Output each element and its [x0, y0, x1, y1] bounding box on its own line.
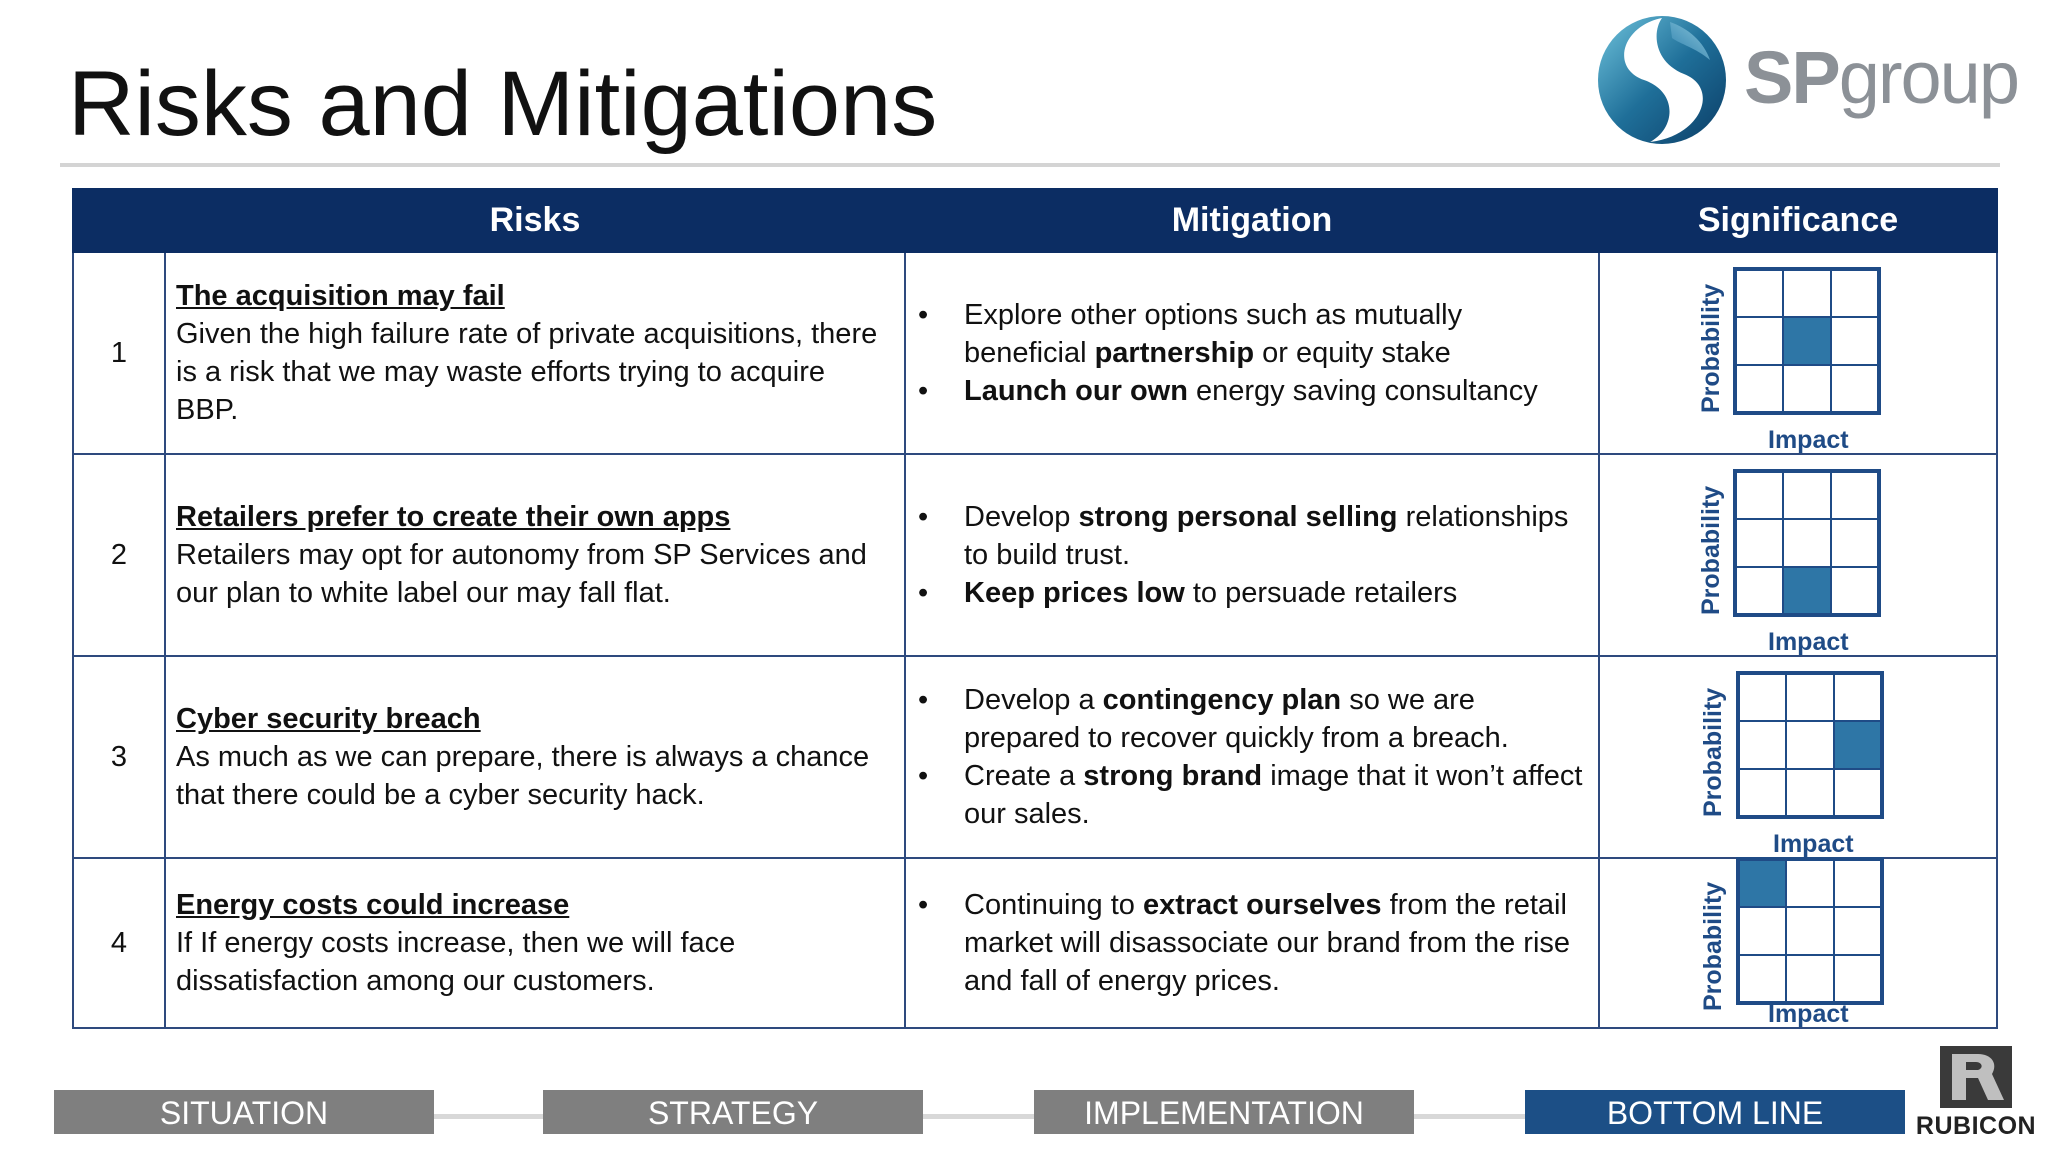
significance-matrix-wrap: [1600, 253, 1996, 453]
table-row: [73, 656, 1997, 858]
table-row: [73, 858, 1997, 1028]
risk-description: Given the high failure rate of private acquisitions, there is a risk that we may waste efforts trying to acquire BBP.: [176, 318, 878, 426]
risk-cell: [165, 252, 905, 454]
risk-matrix: [1733, 469, 1881, 617]
mitigation-cell: [905, 858, 1599, 1028]
risk-description: If If energy costs increase, then we will face dissatisfaction among our customers.: [176, 927, 736, 997]
impact-label: Impact: [1773, 830, 1854, 858]
row-number: 3: [73, 656, 165, 858]
significance-cell: [1599, 252, 1997, 454]
mitigation-item: • Develop strong personal selling relationships to build trust.: [916, 498, 1588, 574]
sp-group-wordmark: SPgroup: [1744, 36, 2018, 119]
header-significance: Significance: [1599, 189, 1997, 252]
matrix-cell: [1736, 567, 1783, 614]
mitigation-item: • Create a strong brand image that it won’t affect our sales.: [916, 757, 1588, 833]
risk-title: Retailers prefer to create their own apps: [176, 501, 731, 533]
risk-cell: [165, 858, 905, 1028]
probability-label: Probability: [1699, 881, 1727, 1011]
matrix-cell: [1831, 519, 1878, 566]
table-header-row: [73, 189, 1997, 252]
risk-table: [72, 188, 1998, 1029]
matrix-cell: [1739, 721, 1786, 768]
matrix-cell-highlighted: [1739, 860, 1786, 907]
mitigation-list: [916, 886, 1588, 1000]
matrix-cell: [1736, 365, 1783, 412]
rubicon-logo: [1908, 1040, 2044, 1144]
probability-label: Probability: [1699, 687, 1727, 817]
header-number: [73, 189, 165, 252]
mitigation-item: • Develop a contingency plan so we are prepared to recover quickly from a breach.: [916, 681, 1588, 757]
matrix-cell-highlighted: [1783, 317, 1830, 364]
matrix-cell: [1739, 769, 1786, 816]
matrix-cell: [1739, 907, 1786, 954]
row-number: 4: [73, 858, 165, 1028]
header-mitigation: Mitigation: [905, 189, 1599, 252]
table-row: [73, 252, 1997, 454]
risk-title: Energy costs could increase: [176, 889, 570, 921]
matrix-cell: [1739, 674, 1786, 721]
row-number: 1: [73, 252, 165, 454]
matrix-cell: [1786, 907, 1833, 954]
rubicon-mark-icon: [1908, 1040, 2044, 1114]
matrix-cell: [1736, 472, 1783, 519]
table-row: [73, 454, 1997, 656]
matrix-cell: [1736, 270, 1783, 317]
mitigation-list: [916, 296, 1588, 410]
probability-label: Probability: [1697, 485, 1725, 615]
mitigation-cell: [905, 454, 1599, 656]
risk-matrix: [1736, 671, 1884, 819]
rubicon-wordmark: RUBICON: [1915, 1112, 2037, 1140]
risk-cell: [165, 656, 905, 858]
significance-cell: [1599, 858, 1997, 1028]
matrix-cell: [1736, 317, 1783, 364]
mitigation-item: • Explore other options such as mutually beneficial partnership or equity stake: [916, 296, 1588, 372]
significance-matrix-wrap: [1600, 455, 1996, 655]
risk-description: Retailers may opt for autonomy from SP Services and our plan to white label our may fall flat.: [176, 539, 867, 609]
matrix-cell: [1834, 860, 1881, 907]
matrix-cell-highlighted: [1783, 567, 1830, 614]
impact-label: Impact: [1768, 1000, 1849, 1028]
mitigation-item: • Continuing to extract ourselves from the retail market will disassociate our brand from the rise and fall of energy prices.: [916, 886, 1588, 1000]
risk-cell: [165, 454, 905, 656]
risk-title: Cyber security breach: [176, 703, 481, 735]
row-number: 2: [73, 454, 165, 656]
matrix-cell: [1831, 567, 1878, 614]
matrix-cell: [1783, 519, 1830, 566]
matrix-cell: [1831, 270, 1878, 317]
matrix-cell: [1786, 860, 1833, 907]
matrix-cell: [1831, 472, 1878, 519]
sp-swirl-icon: [1592, 8, 1732, 148]
significance-cell: [1599, 656, 1997, 858]
matrix-cell: [1736, 519, 1783, 566]
matrix-cell: [1783, 365, 1830, 412]
matrix-cell: [1834, 674, 1881, 721]
impact-label: Impact: [1768, 628, 1849, 656]
matrix-cell: [1831, 365, 1878, 412]
risk-matrix: [1736, 857, 1884, 1005]
nav-tab-situation[interactable]: SITUATION: [54, 1090, 434, 1134]
risk-title: The acquisition may fail: [176, 280, 505, 312]
impact-label: Impact: [1768, 426, 1849, 454]
significance-cell: [1599, 454, 1997, 656]
sp-group-logo: [1592, 8, 2018, 148]
mitigation-item: • Launch our own energy saving consultancy: [916, 372, 1588, 410]
matrix-cell: [1786, 769, 1833, 816]
mitigation-list: [916, 681, 1588, 833]
significance-matrix-wrap: [1600, 657, 1996, 857]
matrix-cell: [1834, 769, 1881, 816]
matrix-cell: [1783, 270, 1830, 317]
matrix-cell: [1831, 317, 1878, 364]
page-title: Risks and Mitigations: [68, 53, 938, 155]
nav-tab-bottom-line[interactable]: BOTTOM LINE: [1525, 1090, 1905, 1134]
risk-matrix: [1733, 267, 1881, 415]
matrix-cell: [1786, 721, 1833, 768]
mitigation-cell: [905, 252, 1599, 454]
significance-matrix-wrap: [1600, 859, 1996, 1027]
title-divider: [60, 163, 2000, 167]
probability-label: Probability: [1697, 283, 1725, 413]
header-risks: Risks: [165, 189, 905, 252]
nav-tab-implementation[interactable]: IMPLEMENTATION: [1034, 1090, 1414, 1134]
matrix-cell-highlighted: [1834, 721, 1881, 768]
section-nav: [0, 1090, 2048, 1134]
matrix-cell: [1786, 674, 1833, 721]
mitigation-list: [916, 498, 1588, 612]
matrix-cell: [1834, 907, 1881, 954]
mitigation-cell: [905, 656, 1599, 858]
matrix-cell: [1783, 472, 1830, 519]
risk-description: As much as we can prepare, there is always a chance that there could be a cyber security hack.: [176, 741, 870, 811]
mitigation-item: • Keep prices low to persuade retailers: [916, 574, 1588, 612]
nav-tab-strategy[interactable]: STRATEGY: [543, 1090, 923, 1134]
